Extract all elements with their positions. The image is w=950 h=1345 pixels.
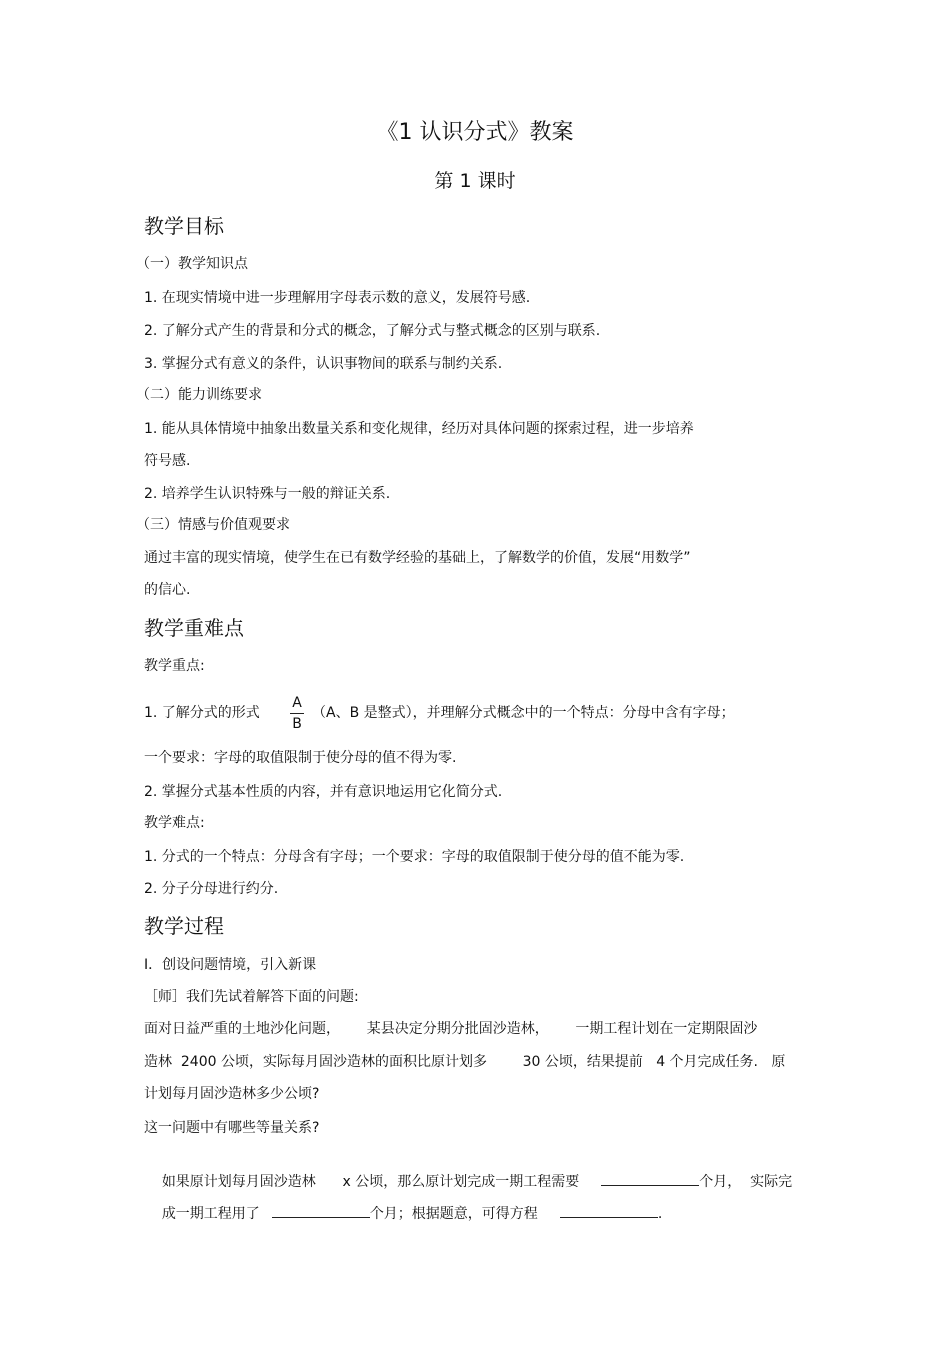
process-step-1: Ⅰ．创设问题情境，引入新课 — [144, 957, 317, 973]
answer-blank-3[interactable] — [560, 1203, 658, 1218]
objective-line-2: 2. 了解分式产生的背景和分式的概念，了解分式与整式概念的区别与联系. — [144, 323, 601, 339]
fraction-bar — [290, 713, 304, 714]
difficult-points-label: 教学难点: — [144, 815, 205, 831]
problem-line-3: 计划每月固沙造林多少公顷? — [144, 1086, 320, 1102]
fraction-numerator: A — [292, 695, 302, 711]
section-heading-key-points: 教学重难点 — [144, 616, 244, 640]
key-points-label: 教学重点: — [144, 658, 205, 674]
values-line-a: 通过丰富的现实情境，使学生在已有数学经验的基础上，了解数学的价值，发展“用数学” — [144, 550, 691, 566]
fraction-denominator: B — [292, 716, 302, 732]
fill-line-2-text-a: 成一期工程用了 — [161, 1206, 260, 1222]
document-title: 《1 认识分式》教案 — [376, 120, 574, 145]
ability-line-1a: 1. 能从具体情境中抽象出数量关系和变化规律，经历对具体问题的探索过程，进一步培养 — [144, 421, 694, 437]
problem-line-2: 造林 2400 公顷，实际每月固沙造林的面积比原计划多 30 公顷，结果提前 4 个月完成任务. 原 — [144, 1054, 786, 1070]
values-line-b: 的信心. — [144, 582, 191, 598]
fill-line-2-text-b: 个月；根据题意，可得方程 — [369, 1206, 538, 1222]
document-subtitle: 第 1 课时 — [434, 170, 516, 192]
ability-line-1b: 符号感. — [144, 453, 191, 469]
fraction-a-over-b — [290, 694, 304, 733]
subheading-knowledge: （一）教学知识点 — [136, 256, 248, 272]
ability-line-2: 2. 培养学生认识特殊与一般的辩证关系. — [144, 486, 391, 502]
subheading-values: （三）情感与价值观要求 — [136, 517, 290, 533]
subheading-ability: （二）能力训练要求 — [136, 387, 262, 403]
objective-line-1: 1. 在现实情境中进一步理解用字母表示数的意义，发展符号感. — [144, 290, 531, 306]
difficult-point-1: 1. 分式的一个特点：分母含有字母；一个要求：字母的取值限制于使分母的值不能为零. — [144, 849, 685, 865]
difficult-point-2: 2. 分子分母进行约分. — [144, 881, 279, 897]
fill-line-1-text-a: 如果原计划每月固沙造林 x 公顷，那么原计划完成一期工程需要 — [161, 1174, 580, 1190]
question-equal-relations: 这一问题中有哪些等量关系? — [144, 1120, 320, 1136]
fill-line-1-text-b: 个月， 实际完 — [699, 1174, 793, 1190]
key-point-1-suffix: （A、B 是整式），并理解分式概念中的一个特点：分母中含有字母； — [312, 705, 735, 721]
fill-line-2 — [144, 1183, 662, 1244]
key-point-1-continued: 一个要求：字母的取值限制于使分母的值不得为零. — [144, 750, 457, 766]
answer-blank-2[interactable] — [272, 1203, 370, 1218]
key-point-1-prefix: 1. 了解分式的形式 — [144, 705, 260, 721]
section-heading-process: 教学过程 — [144, 914, 224, 938]
key-point-2: 2. 掌握分式基本性质的内容，并有意识地运用它化简分式. — [144, 784, 503, 800]
teacher-prompt: ［师］我们先试着解答下面的问题: — [144, 989, 359, 1005]
objective-line-3: 3. 掌握分式有意义的条件，认识事物间的联系与制约关系. — [144, 356, 503, 372]
section-heading-objectives: 教学目标 — [144, 214, 224, 238]
problem-line-1: 面对日益严重的土地沙化问题， 某县决定分期分批固沙造林， 一期工程计划在一定期限固沙 — [144, 1021, 758, 1037]
fill-line-2-text-c: . — [657, 1206, 663, 1222]
